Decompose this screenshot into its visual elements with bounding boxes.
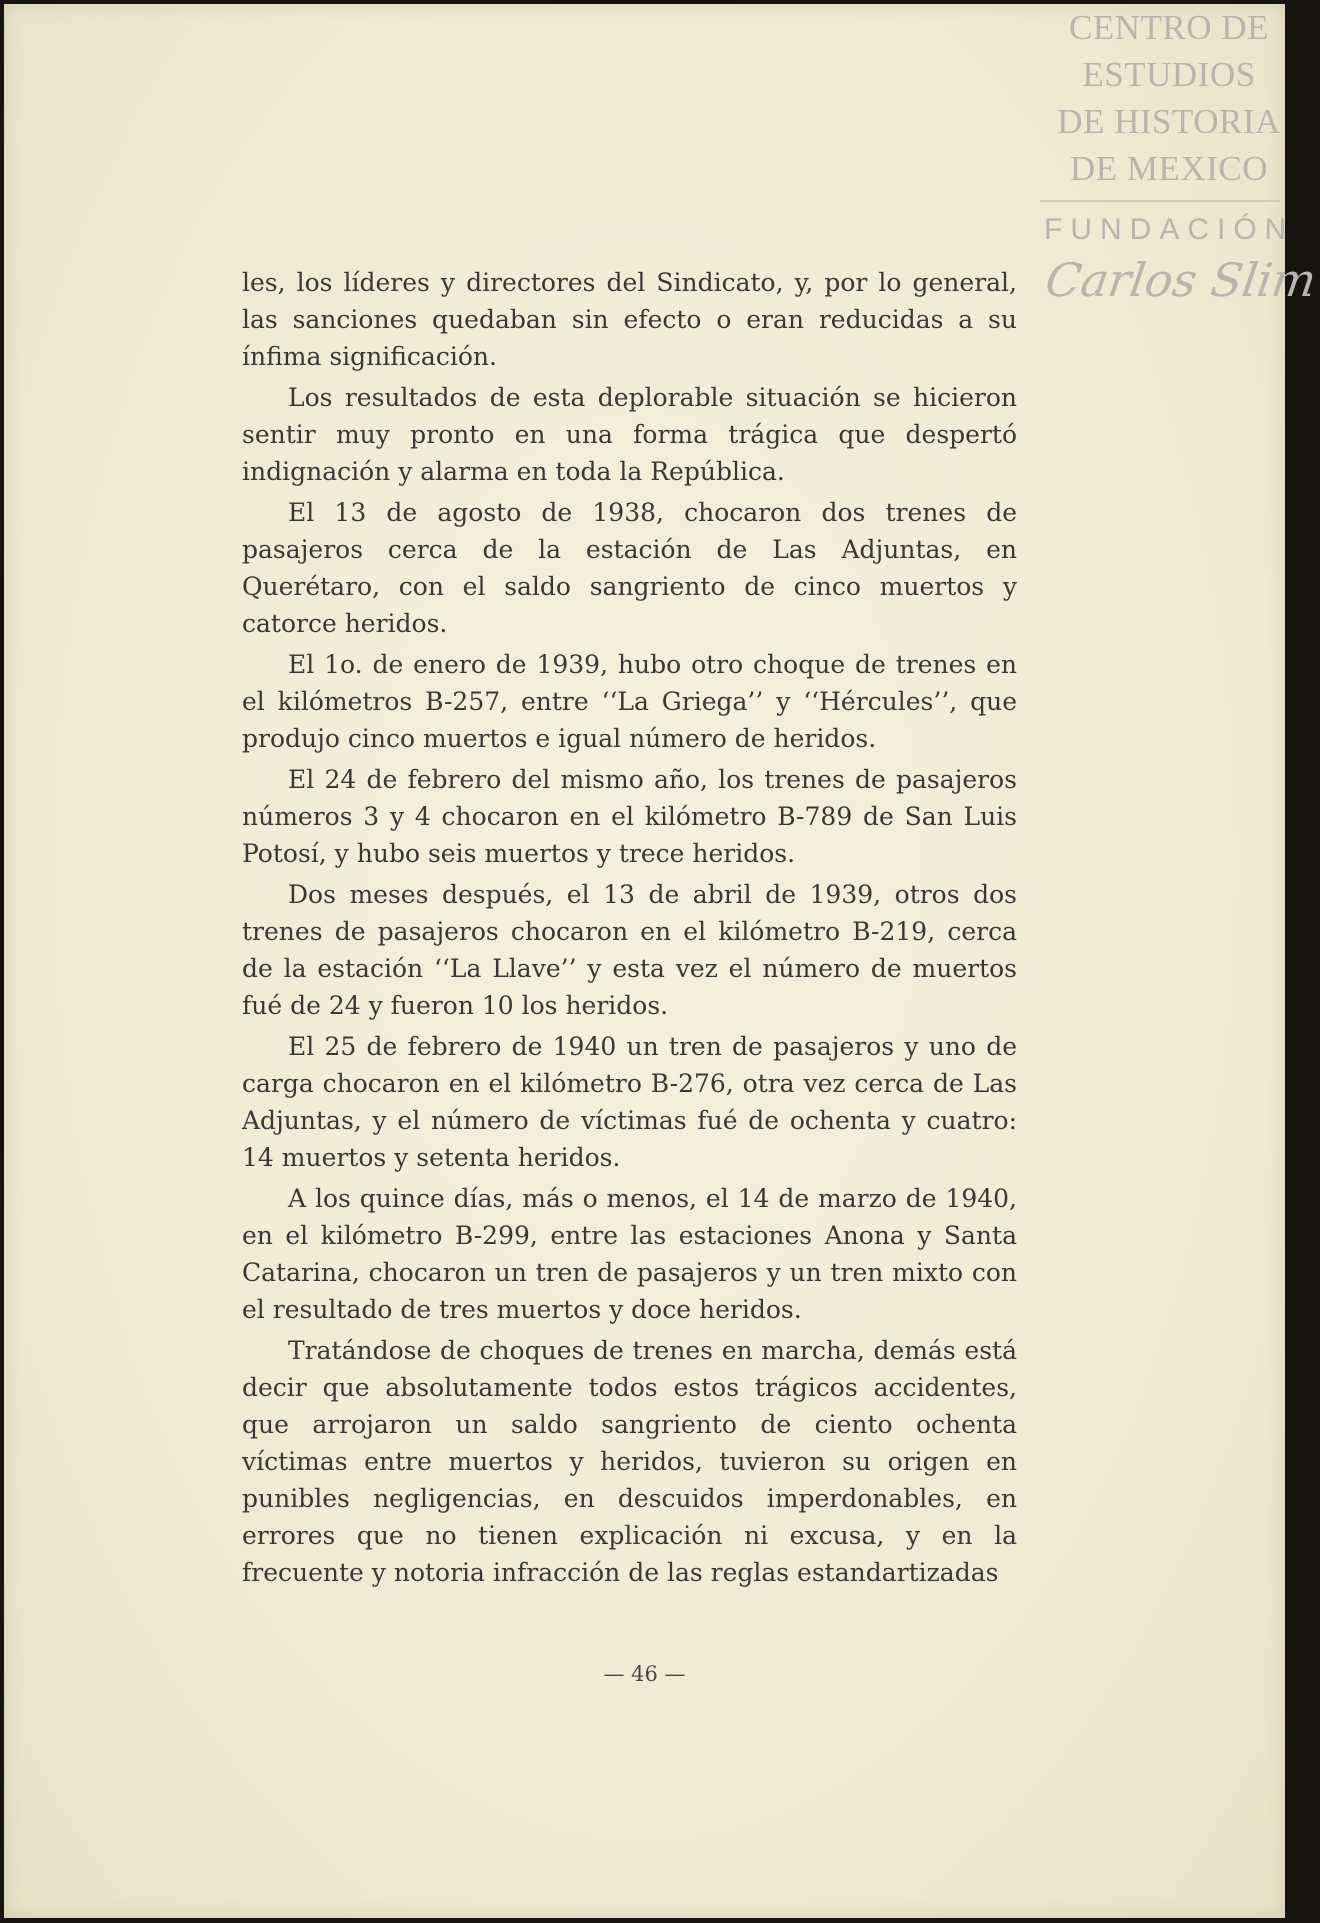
watermark-divider [1040,200,1280,202]
paragraph: A los quince días, más o menos, el 14 de marzo de 1940, en el kilómetro B-299, entre las estaciones Anona y Santa Catarina, chocaron un tren de pasajeros y un tren mixto con el resultado de tres muertos y doce heridos. [242,1184,1017,1324]
page-number: — 46 — [603,1662,686,1686]
paragraph: El 1o. de enero de 1939, hubo otro choque de trenes en el kilómetros B-257, entre ‘‘La Griega’’ y ‘‘Hércules’’, que produjo cinco muertos e igual número de heridos. [242,650,1017,753]
document-page [4,4,1320,1918]
watermark-signature: Carlos Slim [1042,253,1320,307]
paragraph: les, los líderes y directores del Sindicato, y, por lo general, las sanciones quedaban sin efecto o eran reducidas a su ínfima significación. [242,268,1017,371]
paragraph: El 13 de agosto de 1938, chocaron dos trenes de pasajeros cerca de la estación de Las Adjuntas, en Querétaro, con el saldo sangriento de cinco muertos y catorce heridos. [242,498,1017,638]
archive-watermark [1034,4,1320,310]
paragraph: Tratándose de choques de trenes en marcha, demás está decir que absolutamente todos estos trágicos accidentes, que arrojaron un saldo sangriento de ciento ochenta víctimas entre muertos y heridos, tuvieron su origen en punibles negligencias, en descuidos imperdonables, en errores que no tienen explicación ni excusa, y en la frecuente y notoria infracción de las reglas estandartizadas [242,1336,1017,1587]
watermark-line: CENTRO DE [1069,8,1269,47]
paragraph: El 24 de febrero del mismo año, los trenes de pasajeros números 3 y 4 chocaron en el kilómetro B-789 de San Luis Potosí, y hubo seis muertos y trece heridos. [242,765,1017,868]
watermark-line: ESTUDIOS [1082,55,1256,94]
paragraph: El 25 de febrero de 1940 un tren de pasajeros y uno de carga chocaron en el kilómetro B-276, otra vez cerca de Las Adjuntas, y el número de víctimas fué de ochenta y cuatro: 14 muertos y setenta heridos. [242,1032,1017,1172]
paragraph: Los resultados de esta deplorable situación se hicieron sentir muy pronto en una forma trágica que despertó indignación y alarma en toda la República. [242,383,1017,486]
paragraph: Dos meses después, el 13 de abril de 1939, otros dos trenes de pasajeros chocaron en el kilómetro B-219, cerca de la estación ‘‘La Llave’’ y esta vez el número de muertos fué de 24 y fueron 10 los heridos. [242,880,1017,1020]
watermark-line: DE HISTORIA [1057,102,1281,141]
watermark-line: DE MEXICO [1070,149,1268,188]
watermark-foundation: FUNDACIÓN [1044,213,1295,246]
body-text [242,264,1017,1591]
